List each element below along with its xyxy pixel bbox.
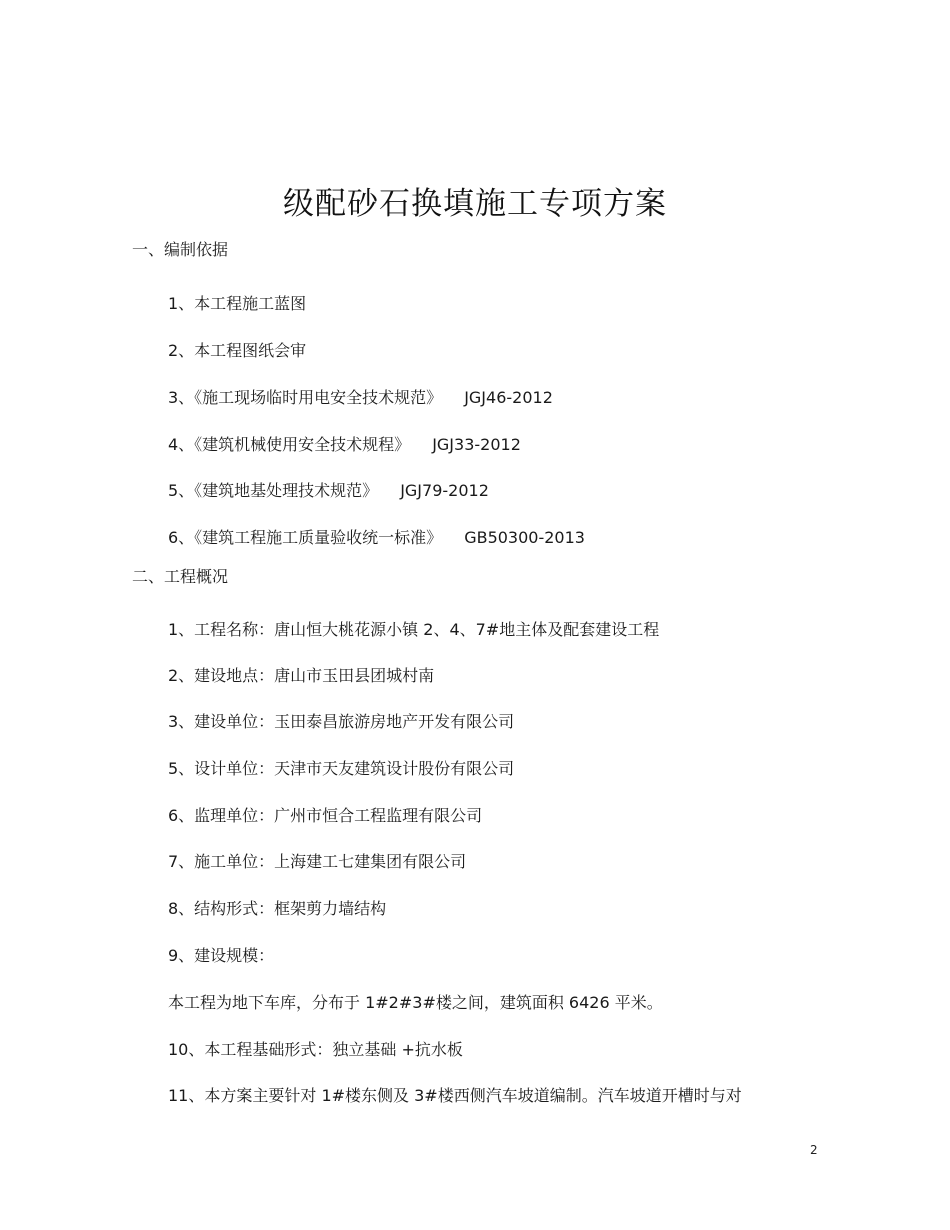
basis-item: [168, 291, 306, 314]
basis-item-text: 4、《建筑机械使用安全技术规程》: [168, 435, 411, 454]
standard-code: JGJ79-2012: [400, 481, 489, 500]
overview-item: 8、结构形式：框架剪力墙结构: [168, 899, 387, 918]
overview-item: 本工程为地下车库，分布于 1#2#3#楼之间，建筑面积 6426 平米。: [168, 993, 663, 1012]
basis-item: [168, 385, 553, 408]
section-heading-basis: 一、编制依据: [132, 240, 229, 259]
basis-item: [168, 432, 521, 455]
basis-item-text: 2、本工程图纸会审: [168, 341, 307, 360]
standard-code: GB50300-2013: [464, 528, 585, 547]
overview-item: 7、施工单位：上海建工七建集团有限公司: [168, 852, 467, 871]
basis-item-text: 3、《施工现场临时用电安全技术规范》: [168, 388, 443, 407]
overview-item: 6、监理单位：广州市恒合工程监理有限公司: [168, 806, 483, 825]
basis-item: [168, 478, 489, 501]
overview-item: 9、建设规模：: [168, 946, 275, 965]
overview-item: 3、建设单位：玉田泰昌旅游房地产开发有限公司: [168, 712, 515, 731]
basis-item: [168, 525, 585, 548]
page-number: 2: [810, 1143, 818, 1157]
overview-item: 2、建设地点：唐山市玉田县团城村南: [168, 666, 435, 685]
document-title: 级配砂石换填施工专项方案: [283, 186, 667, 222]
section-heading-overview: 二、工程概况: [132, 567, 229, 586]
overview-item: 1、工程名称：唐山恒大桃花源小镇 2、4、7#地主体及配套建设工程: [168, 620, 660, 639]
overview-item: 10、本工程基础形式：独立基础 +抗水板: [168, 1040, 463, 1059]
overview-item: 11、本方案主要针对 1#楼东侧及 3#楼西侧汽车坡道编制。汽车坡道开槽时与对: [168, 1086, 742, 1105]
basis-item-text: 6、《建筑工程施工质量验收统一标准》: [168, 528, 443, 547]
basis-item-text: 5、《建筑地基处理技术规范》: [168, 481, 379, 500]
standard-code: JGJ33-2012: [432, 435, 521, 454]
overview-item: 5、设计单位：天津市天友建筑设计股份有限公司: [168, 759, 515, 778]
basis-item: [168, 338, 306, 361]
standard-code: JGJ46-2012: [464, 388, 553, 407]
basis-item-text: 1、本工程施工蓝图: [168, 294, 307, 313]
